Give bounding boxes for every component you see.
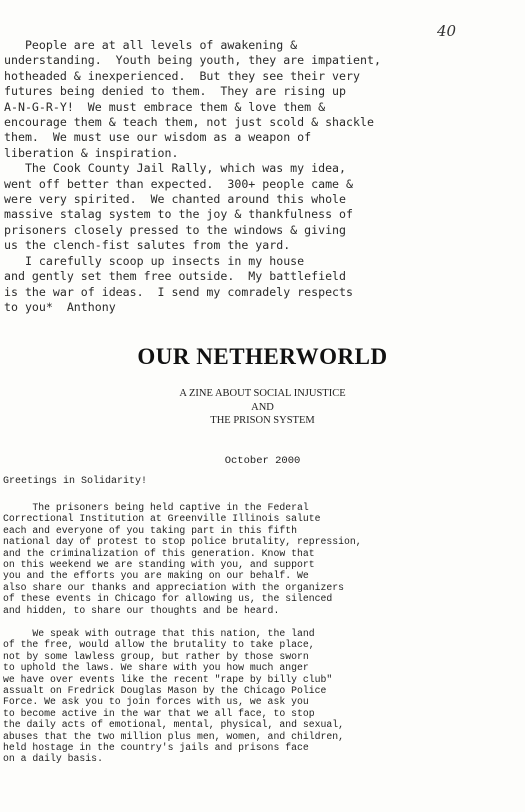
zine-subtitle bbox=[0, 387, 525, 428]
body-line: you and the efforts you are making on our behalf. We bbox=[3, 570, 309, 582]
body-line: of the free, would allow the brutality to take place, bbox=[3, 639, 315, 651]
letter-line: is the war of ideas. I send my comradely respects bbox=[4, 284, 354, 299]
body-line: on a daily basis. bbox=[3, 753, 103, 765]
body-line: to uphold the laws. We share with you how much anger bbox=[3, 662, 309, 674]
body-line: not by some lawless group, but rather by those sworn bbox=[3, 650, 309, 662]
zine-title: OUR NETHERWORLD bbox=[137, 344, 388, 369]
letter-line: went off better than expected. 300+ people came & bbox=[4, 176, 354, 191]
letter-line: futures being denied to them. They are rising up bbox=[4, 84, 347, 99]
body-line: We speak with outrage that this nation, the land bbox=[3, 628, 315, 639]
greeting: Greetings in Solidarity! bbox=[3, 476, 148, 487]
body-line: we have over events like the recent "rape by billy club" bbox=[3, 673, 333, 685]
letter-line: encourage them & teach them, not just scold & shackle bbox=[4, 115, 374, 130]
letter-line: The Cook County Jail Rally, which was my idea, bbox=[4, 161, 347, 176]
letter-line: and gently set them free outside. My battlefield bbox=[4, 269, 347, 284]
letter-line: People are at all levels of awakening & bbox=[4, 38, 298, 52]
paragraph-2 bbox=[3, 628, 518, 765]
body-line: and hidden, to share our thoughts and be heard. bbox=[3, 604, 280, 616]
body-line: national day of protest to stop police brutality, repression, bbox=[3, 536, 362, 548]
subtitle-line: THE PRISON SYSTEM bbox=[210, 415, 315, 426]
letter-line: A-N-G-R-Y! We must embrace them & love them & bbox=[4, 99, 326, 114]
body-line: each and everyone of you taking part in this fifth bbox=[3, 524, 297, 536]
body-line: and the criminalization of this generation. Know that bbox=[3, 547, 315, 559]
body-line: assualt on Fredrick Douglas Mason by the Chicago Police bbox=[3, 685, 327, 697]
body-line: on this weekend we are standing with you, and support bbox=[3, 559, 315, 571]
body-line: Force. We ask you to join forces with us, we ask you bbox=[3, 696, 309, 708]
body-line: also share our thanks and appreciation with the organizers bbox=[3, 581, 344, 593]
subtitle-line: A ZINE ABOUT SOCIAL INJUSTICE bbox=[179, 388, 346, 399]
letter-line: them. We must use our wisdom as a weapon of bbox=[4, 130, 312, 145]
letter-line: were very spirited. We chanted around this whole bbox=[4, 192, 347, 207]
letter-line: I carefully scoop up insects in my house bbox=[4, 253, 305, 268]
issue-date: October 2000 bbox=[224, 455, 301, 467]
letter-line: to you* Anthony bbox=[4, 299, 116, 314]
paragraph-1 bbox=[3, 502, 518, 616]
zine-masthead bbox=[0, 344, 525, 428]
body-line: Correctional Institution at Greenville Illinois salute bbox=[3, 513, 321, 525]
letter-line: prisoners closely pressed to the windows & giving bbox=[4, 222, 347, 237]
body-line: abuses that the two million plus men, women, and children, bbox=[3, 730, 344, 742]
letter-line: massive stalag system to the joy & thankfulness of bbox=[4, 207, 354, 222]
body-line: The prisoners being held captive in the Federal bbox=[3, 502, 309, 513]
subtitle-line: AND bbox=[251, 401, 274, 413]
body-line: of these events in Chicago for allowing us, the silenced bbox=[3, 593, 333, 605]
letter-line: liberation & inspiration. bbox=[4, 145, 179, 160]
body-line: held hostage in the country's jails and prisons face bbox=[3, 742, 309, 754]
letter-line: understanding. Youth being youth, they are impatient, bbox=[4, 53, 381, 68]
body-line: the daily acts of emotional, mental, physical, and sexual, bbox=[3, 719, 344, 731]
letter-line: hotheaded & inexperienced. But they see their very bbox=[4, 68, 360, 83]
body-line: to become active in the war that we all face, to stop bbox=[3, 707, 315, 719]
letter-line: us the clench-fist salutes from the yard. bbox=[4, 238, 291, 253]
page-number: 40 bbox=[437, 22, 457, 40]
handwritten-letter bbox=[4, 38, 519, 315]
